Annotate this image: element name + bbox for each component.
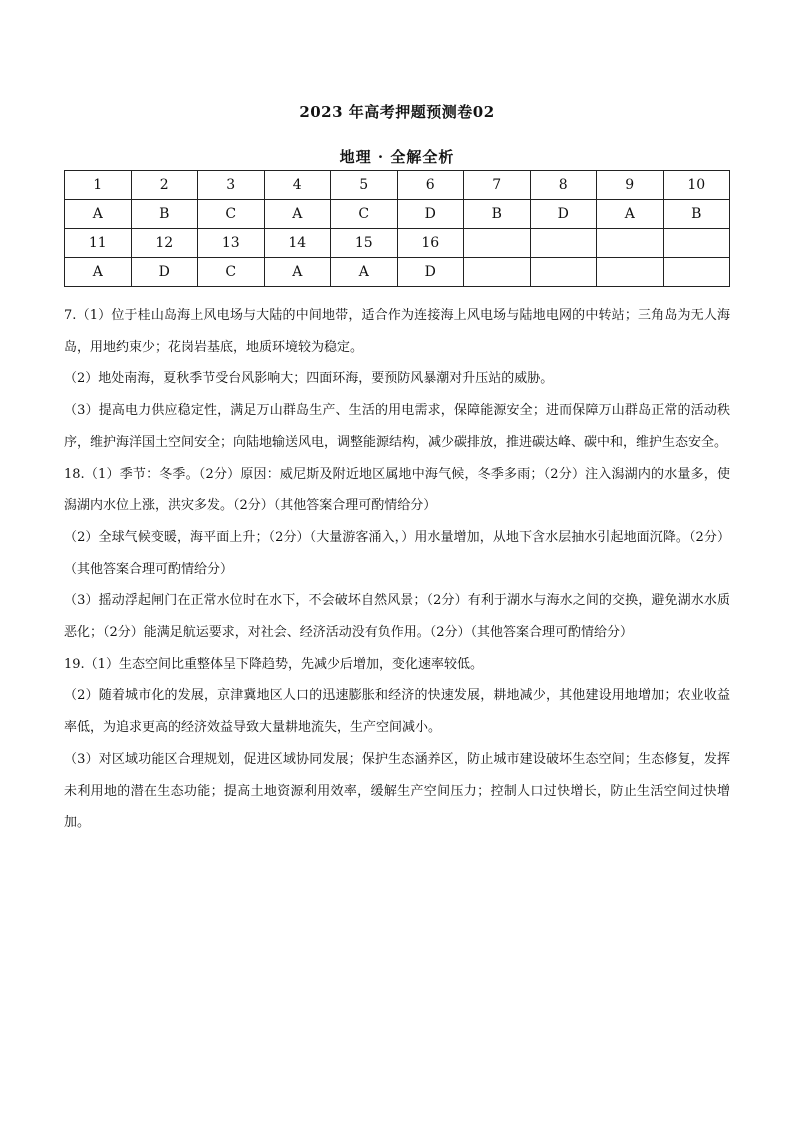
- paragraph-19-3: （3）对区域功能区合理规划，促进区域协同发展；保护生态涵养区，防止城市建设破坏生态空间；生态修复，发挥未利用地的潜在生态功能；提高土地资源利用效率，缓解生产空间压力；控制人口过快增长，防止生活空间过快增加。: [64, 751, 730, 831]
- paragraph-19-2: （2）随着城市化的发展，京津冀地区人口的迅速膨胀和经济的快速发展，耕地减少，其他建设用地增加；农业收益率低，为追求更高的经济效益导致大量耕地流失，生产空间减小。: [64, 688, 730, 736]
- table-cell: D: [397, 258, 464, 287]
- table-cell: D: [530, 200, 597, 229]
- paragraph-7-3: （3）提高电力供应稳定性，满足万山群岛生产、生活的用电需求，保障能源安全；进而保障万山群岛正常的活动秩序，维护海洋国土空间安全；向陆地输送风电，调整能源结构，减少碳排放，推进碳达峰、碳中和，维护生态安全。: [64, 403, 730, 450]
- table-row: [65, 229, 730, 258]
- table-cell: A: [65, 200, 132, 229]
- table-row: [65, 171, 730, 200]
- table-cell: 1: [65, 171, 132, 200]
- page-subtitle: 地理 · 全解全析: [339, 148, 455, 166]
- table-cell: [663, 229, 730, 258]
- answer-table: [64, 170, 730, 287]
- table-cell: 5: [331, 171, 398, 200]
- table-cell: 15: [331, 229, 398, 258]
- paragraph-18-1: 18.（1）季节：冬季。（2分）原因：威尼斯及附近地区属地中海气候，冬季多雨；（2分）注入潟湖内的水量多，使潟湖内水位上涨，洪灾多发。（2分）（其他答案合理可酌情给分）: [64, 466, 730, 514]
- paragraph-19-1: 19.（1）生态空间比重整体呈下降趋势，先减少后增加，变化速率较低。: [64, 656, 483, 672]
- table-cell: A: [597, 200, 664, 229]
- table-cell: [597, 258, 664, 287]
- table-cell: A: [264, 200, 331, 229]
- table-cell: [530, 258, 597, 287]
- table-cell: 12: [131, 229, 198, 258]
- table-cell: B: [663, 200, 730, 229]
- table-cell: A: [331, 258, 398, 287]
- table-cell: D: [397, 200, 464, 229]
- table-cell: 16: [397, 229, 464, 258]
- table-cell: C: [198, 200, 265, 229]
- table-cell: 7: [464, 171, 531, 200]
- page-title: 2023 年高考押题预测卷02: [299, 103, 495, 121]
- table-cell: A: [65, 258, 132, 287]
- table-cell: [464, 258, 531, 287]
- table-cell: 4: [264, 171, 331, 200]
- table-cell: 10: [663, 171, 730, 200]
- table-cell: [464, 229, 531, 258]
- table-cell: [663, 258, 730, 287]
- table-cell: D: [131, 258, 198, 287]
- table-cell: 6: [397, 171, 464, 200]
- table-cell: 3: [198, 171, 265, 200]
- table-cell: 11: [65, 229, 132, 258]
- table-cell: 13: [198, 229, 265, 258]
- paragraph-18-3: （3）摇动浮起闸门在正常水位时在水下，不会破坏自然风景；（2分）有利于湖水与海水之间的交换，避免湖水水质恶化；（2分）能满足航运要求，对社会、经济活动没有负作用。（2分）（其他答案合理可酌情给分）: [64, 593, 730, 641]
- table-cell: B: [131, 200, 198, 229]
- table-cell: 2: [131, 171, 198, 200]
- table-cell: C: [198, 258, 265, 287]
- table-cell: [597, 229, 664, 258]
- paragraph-7-2: （2）地处南海，夏秋季节受台风影响大；四面环海，要预防风暴潮对升压站的威胁。: [64, 371, 554, 387]
- table-cell: 14: [264, 229, 331, 258]
- table-cell: 9: [597, 171, 664, 200]
- table-row: [65, 258, 730, 287]
- table-cell: [530, 229, 597, 258]
- table-cell: A: [264, 258, 331, 287]
- table-cell: C: [331, 200, 398, 229]
- table-cell: B: [464, 200, 531, 229]
- paragraph-7-1: 7.（1）位于桂山岛海上风电场与大陆的中间地带，适合作为连接海上风电场与陆地电网的中转站；三角岛为无人海岛，用地约束少；花岗岩基底，地质环境较为稳定。: [64, 308, 730, 355]
- paragraph-18-2: （2）全球气候变暖，海平面上升；（2分）（大量游客涌入，）用水量增加，从地下含水层抽水引起地面沉降。（2分）（其他答案合理可酌情给分）: [64, 529, 730, 577]
- table-cell: 8: [530, 171, 597, 200]
- table-row: [65, 200, 730, 229]
- answer-explanations: [64, 300, 730, 839]
